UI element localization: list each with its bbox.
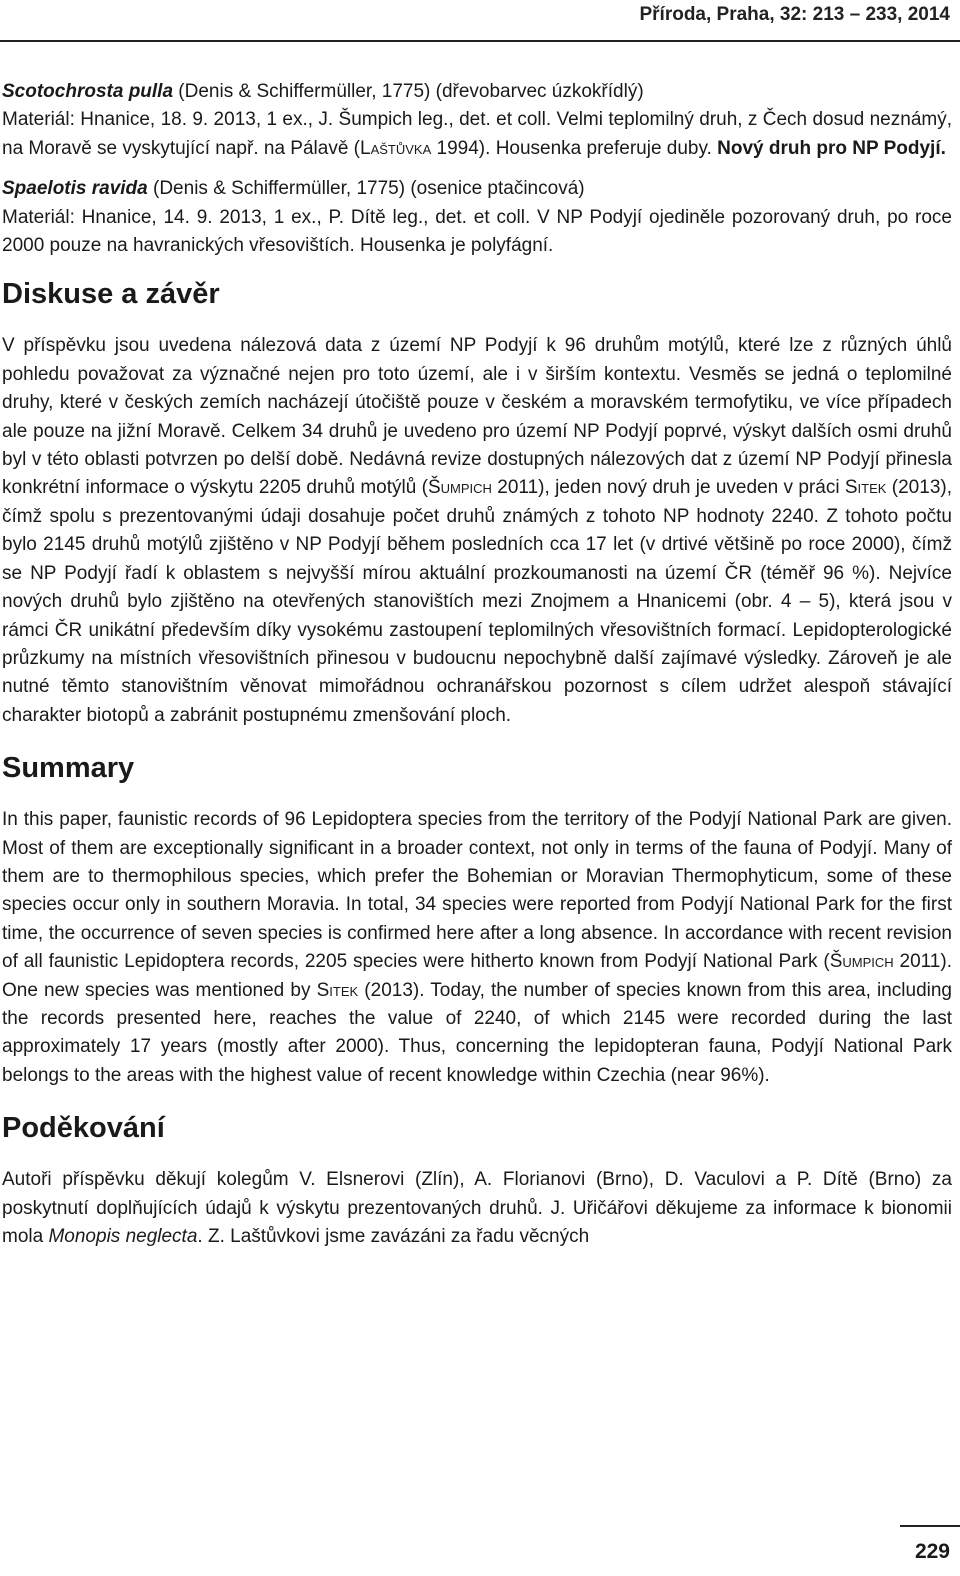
discussion-heading: Diskuse a závěr	[2, 278, 220, 311]
citation-author: Šumpich	[829, 951, 894, 973]
species-material: Materiál: Hnanice, 18. 9. 2013, 1 ex., J. Šumpich leg., det. et coll. Velmi teplomilný druh, z Čech dosud neznámý, na Moravě se vyskytující např. na Pálavě (	[2, 109, 952, 159]
acknowledgements-text: . Z. Laštůvkovi jsme zavázáni za řadu věcných	[197, 1226, 590, 1247]
species-name: Scotochrosta pulla	[2, 81, 174, 102]
summary-text: (2013). Today, the number of species known from this area, including the records presented here, reaches the value of 2240, of which 2145 were recorded during the last approximately 17 years (mostly after 2000). Thus, concerning the lepidopteran fauna, Podyjí National Park belongs to the areas with the highest value of recent knowledge within Czechia (near 96%).	[2, 979, 952, 1086]
species-entry-scotochrosta	[2, 78, 952, 163]
discussion-text: (2013), čímž spolu s prezentovanými údaji dosahuje počet druhů známých z tohoto NP hodnoty 2240. Z tohoto počtu bylo 2145 druhů motýlů zjištěno v NP Podyjí během posledních cca 17 let (v drtivé většině po roce 2000), čímž se NP Podyjí řadí k oblastem s nejvyšší mírou aktuální prozkoumanosti na území ČR (téměř 96 %). Nejvíce nových druhů bylo zjištěno na otevřených stanovištích mezi Znojmem a Hnanicemi (obr. 4 – 5), která jsou v rámci ČR unikátní především díky vysokému zastoupení teplomilných vřesovištních formací. Lepidopterologické průzkumy na místních vřesovištních přinesou v budoucnu nepochybně další zajímavé výsledky. Zároveň je ale nutné těmto stanovištním věnovat mimořádnou ochranářskou pozornost s cílem udržet alespoň stávající charakter biotopů a zabránit postupnému zmenšování ploch.	[2, 477, 952, 726]
acknowledgements-text: Autoři příspěvku děkují kolegům V. Elsnerovi (Zlín), A. Florianovi (Brno), D. Vaculovi a P. Dítě (Brno) za poskytnutí doplňujících údajů k výskytu prezentovaných druhů. J. Uřičářovi děkujeme za informace k bionomii mola	[2, 1169, 952, 1247]
species-name: Spaelotis ravida	[2, 178, 148, 200]
footer-rule	[900, 1525, 960, 1527]
citation-author: Sitek	[844, 477, 887, 499]
citation-author: Šumpich	[427, 477, 492, 499]
acknowledgements-paragraph	[2, 1166, 952, 1251]
new-species-note: Nový druh pro NP Podyjí.	[717, 137, 946, 159]
header-rule	[0, 40, 960, 42]
summary-text: 2011). One new species was mentioned by	[2, 951, 952, 1001]
species-authority: (Denis & Schiffermüller, 1775) (osenice ptačincová)	[147, 178, 585, 200]
summary-paragraph	[2, 806, 952, 1090]
summary-heading: Summary	[2, 752, 135, 785]
species-authority: (Denis & Schiffermüller, 1775) (dřevobarvec úzkokřídlý)	[173, 81, 644, 102]
acknowledgements-heading: Poděkování	[2, 1112, 165, 1145]
species-material: Materiál: Hnanice, 14. 9. 2013, 1 ex., P. Dítě leg., det. et coll. V NP Podyjí ojediněle pozorovaný druh, po roce 2000 pouze na havranických vřesovištích. Housenka je polyfágní.	[2, 206, 952, 257]
species-entry-spaelotis	[2, 175, 952, 260]
page-number: 229	[914, 1540, 950, 1563]
running-header: Příroda, Praha, 32: 213 – 233, 2014	[639, 4, 950, 25]
species-italic: Monopis neglecta	[48, 1226, 198, 1247]
species-material-cont: 1994). Housenka preferuje duby.	[431, 137, 718, 159]
summary-text: In this paper, faunistic records of 96 Lepidoptera species from the territory of the Podyjí National Park are given. Most of them are exceptionally significant in a broader context, not only in terms of the fauna of Podyjí. Many of them are to thermophilous species, which prefer the Bohemian or Moravian Thermophyticum, some of these species occur only in southern Moravia. In total, 34 species were reported from Podyjí National Park for the first time, the occurrence of seven species is confirmed here after a long absence. In accordance with recent revision of all faunistic Lepidoptera records, 2205 species were hitherto known from Podyjí National Park (	[2, 809, 952, 973]
discussion-text: 2011), jeden nový druh je uveden v práci	[491, 477, 845, 499]
discussion-text: V příspěvku jsou uvedena nálezová data z území NP Podyjí k 96 druhům motýlů, které lze z různých úhlů pohledu považovat za význačné nejen pro toto území, ale i v širším kontextu. Vesměs se jedná o teplomilné druhy, které v českých zemích nacházejí útočiště pouze v českém a moravském termofytiku, ve více případech ale pouze na jižní Moravě. Celkem 34 druhů je uvedeno pro území NP Podyjí poprvé, výskyt dalších osmi druhů byl v této oblasti potvrzen po delší době. Nedávná revize dostupných nálezových dat z území NP Podyjí přinesla konkrétní informace o výskytu 2205 druhů motýlů (	[2, 335, 952, 499]
article-body	[2, 78, 952, 1251]
citation-author: Sitek	[316, 979, 359, 1001]
citation-author: Laštůvka	[360, 137, 432, 159]
discussion-paragraph	[2, 332, 952, 730]
